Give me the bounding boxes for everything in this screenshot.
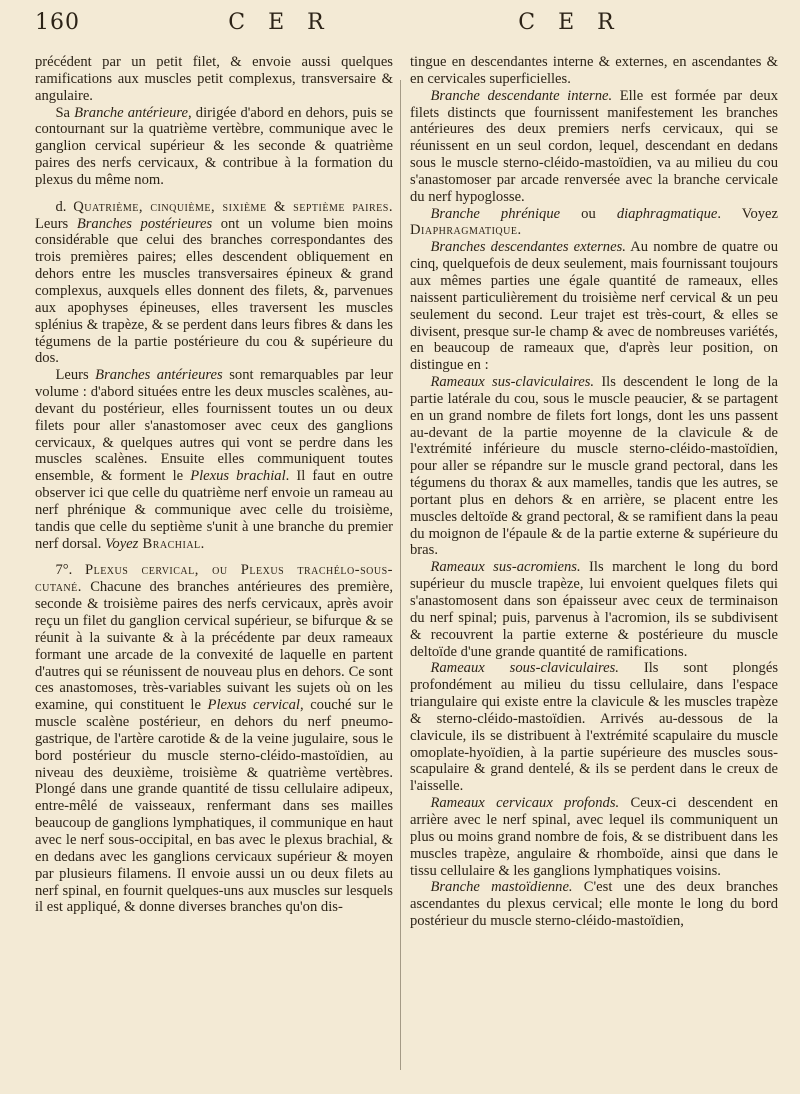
paragraph — [410, 239, 778, 374]
paragraph — [410, 88, 778, 206]
paragraph-text: , couché sur le muscle scalène postérieur, en dehors du nerf pneumo-gastrique, de l'artère carotide & de la veine jugulaire, sous le bord postérieur du muscle sterno-cléido-mastoïdien, au niveau des deuxième, troisième & quatrième vertèbres. Plongé dans une grande quantité de tissu cellulaire adipeux, entre-mêlé de vaisseaux, renfermant dans ses mailles beaucoup de ganglions lymphatiques, il communique en haut avec le nerf sous-occipital, en bas avec le plexus brachial, & en dedans avec les ganglions cervicaux supérieur & moyen par plusieurs filamens. Il envoie aussi un ou deux filets au nerf spinal, en fournit quelques-uns aux muscles sur lesquels il est appliqué, & donne diverses branches qu'on dis- — [35, 697, 393, 916]
paragraph-text: Sa — [55, 104, 75, 121]
paragraph — [410, 54, 778, 88]
paragraph — [35, 367, 393, 552]
paragraph-text: tingue en descendantes interne & externes, en ascendantes & en cervicales superficielles. — [410, 54, 778, 87]
cross-reference: Brachial. — [138, 535, 205, 552]
cross-reference-voyez: Voyez — [105, 535, 139, 552]
paragraph-text: Elle est formée par deux filets distincts que fournissent manifestement les branches antérieures des deux premiers nerfs cervicaux, qui se réunissent en un seul cordon, lequel, descendant en dedans sous le muscle sterno-cléido-mastoïdien, va au milieu du cou s'anastomoser par arcade renversée avec la branche cervicale du nerf hypoglosse. — [410, 87, 778, 205]
paragraph-text: Leurs — [55, 367, 96, 384]
left-column — [35, 54, 393, 916]
term-label: Rameaux cervicaux profonds. — [430, 795, 620, 812]
term-label: Branches antérieures — [95, 367, 223, 384]
paragraph — [410, 795, 778, 879]
term-label: Branche mastoïdienne. — [430, 879, 573, 896]
section-heading: Quatrième, cinquième, sixième & septième paires. — [73, 198, 393, 215]
paragraph-text: Leurs — [35, 215, 77, 232]
running-head-left: C E R — [228, 10, 332, 35]
paragraph — [35, 54, 393, 105]
paragraph-text: C'est une des deux branches ascendantes du plexus cervical; elle monte le long du bord postérieur du muscle sterno-cléido-mastoïdien, — [410, 879, 779, 930]
paragraph — [35, 105, 393, 189]
paragraph — [410, 660, 778, 795]
right-column — [410, 54, 778, 930]
term-label: Plexus cervical — [207, 697, 300, 714]
paragraph-text: ont un volume bien moins considérable que celui des branches correspondantes des trois premières paires; elles descendent obliquement en dehors entre les muscles transversaires épineux & grand complexus, auxquels elles donnent des filets, &, parvenues aux apophyses épineuses, elles traversent les muscles splénius & trapèze, & se perdent dans leurs fibres & dans les tégumens de la partie postérieure du cou & supérieure du dos. — [35, 215, 393, 367]
term-label: Plexus brachial — [190, 468, 286, 485]
section-number: d. — [55, 198, 74, 215]
paragraph — [410, 879, 778, 930]
term-label: diaphragmatique — [616, 205, 718, 222]
section-heading: Plexus cervical, ou Plexus trachélo-sous-cutané. — [35, 562, 393, 596]
paragraph-text: ou — [560, 205, 617, 222]
term-label: Branche phrénique — [430, 205, 561, 222]
paragraph — [35, 199, 393, 367]
paragraph-text: . Il faut en outre observer ici que celle du quatrième nerf envoie un rameau au nerf phrénique & communique avec celle du troisième, tandis que celle du septième s'unit à une branche du premier nerf dorsal. — [35, 468, 393, 552]
paragraph-text: Ils marchent le long du bord supérieur du muscle trapèze, lui envoient quelques filets qui s'anastomosent dans son épaisseur avec ceux de terminaison du nerf spinal; puis, parvenus à l'acromion, ils se subdivisent & recouvrent la partie externe & postérieure du muscle deltoïde d'une grande quantité de ramifications. — [410, 559, 778, 660]
paragraph — [410, 559, 778, 660]
paragraph-text: Au nombre de quatre ou cinq, quelquefois de deux seulement, mais fournissant toujours aux mêmes parties une égale quantité de rameaux, elles naissent particulièrement du troisième nerf cervical & un peu seulement du second. Leur trajet est très-court, & elles se divisent, presque sur-le champ & avec de nombreuses variétés, en beaucoup de rameaux que, d'après leur position, on distingue en : — [410, 239, 778, 374]
term-label: Rameaux sous-claviculaires. — [430, 660, 619, 677]
paragraph-text: Ils sont plongés profondément au milieu du tissu cellulaire, dans l'espace triangulaire qui existe entre la clavicule & les muscles trapèze & sterno-cléido-mastoïdien. Arrivés au-dessous de la clavicule, ils se distribuent à l'extrémité scapulaire du muscle omoplate-hyoïdien, à la partie supérieure des muscles sous-scapulaire & grand dentelé, & ils se perdent dans le creux de l'aisselle. — [410, 660, 779, 795]
paragraph — [410, 206, 778, 240]
paragraph-text: Chacune des branches antérieures des première, seconde & troisième paires des nerfs cervicaux, après avoir reçu un filet du ganglion cervical supérieur, se bifurque & se réunit à la suivante & à la précédente par deux rameaux formant une arcade de la convexité de laquelle en partent d'autres qui se réunissent de nouveau plus en dehors. Ce sont ces anastomoses, très-variables suivant les sujets où on les examine, qui constituent le — [35, 579, 393, 714]
term-label: Rameaux sus-acromiens. — [430, 559, 581, 576]
page-header — [0, 10, 800, 50]
cross-reference: Diaphragmatique. — [410, 222, 522, 239]
paragraph-text: précédent par un petit filet, & envoie aussi quelques ramifications aux muscles petit complexus, transversaire & angulaire. — [35, 54, 393, 104]
paragraph-text: , dirigée d'abord en dehors, puis se contournant sur la quatrième vertèbre, communique avec le ganglion cervical supérieur & les seconde & quatrième paires des nerfs cervicaux, & contribue à la formation du plexus du même nom. — [35, 104, 393, 188]
paragraph-text: Ils descendent le long de la partie latérale du cou, sous le muscle peaucier, & se partagent en un grand nombre de filets fort longs, dont les uns passent au-devant de la partie moyenne de la clavicule & de l'extrémité inférieure du muscle sterno-cléido-mastoïdien, pour aller se répandre sur le muscle grand pectoral, dans les tégumens du thorax & aux mamelles, tandis que les autres, se portant plus en dehors & en arrière, se placent entre les muscles deltoïde & grand pectoral, & se ramifient dans la peau du moignon de l'épaule & de la partie externe & supérieure du bras. — [410, 374, 778, 559]
paragraph-text: sont remarquables par leur volume : d'abord situées entre les deux muscles scalènes, au-devant du postérieur, elles fournissent toutes un ou deux filets pour aller s'anastomoser avec ceux des ganglions cervicaux, & quelques autres qui vont se perdre dans les muscles scalènes. Ensuite elles communiquent toutes ensemble, & forment le — [35, 367, 393, 485]
term-label: Branches descendantes externes. — [430, 239, 626, 256]
term-label: Rameaux sus-claviculaires. — [430, 374, 595, 391]
page-number: 160 — [35, 10, 80, 35]
term-label: Branche antérieure — [74, 104, 189, 121]
term-label: Branches postérieures — [76, 215, 213, 232]
running-head-right: C E R — [518, 10, 622, 35]
column-divider — [400, 80, 401, 1070]
paragraph-text: Ceux-ci descendent en arrière avec le nerf spinal, avec lequel ils communiquent un plus ou moins grand nombre de fois, & se distribuent dans les muscles trapèze, angulaire & rhomboïde, ainsi que dans le tissu cellulaire & les ganglions lymphatiques voisins. — [410, 795, 778, 879]
section-number: 7°. — [55, 562, 85, 579]
paragraph — [410, 374, 778, 559]
term-label: Branche descendante interne. — [430, 87, 613, 104]
paragraph — [35, 562, 393, 916]
paragraph-text: . Voyez — [717, 205, 779, 222]
